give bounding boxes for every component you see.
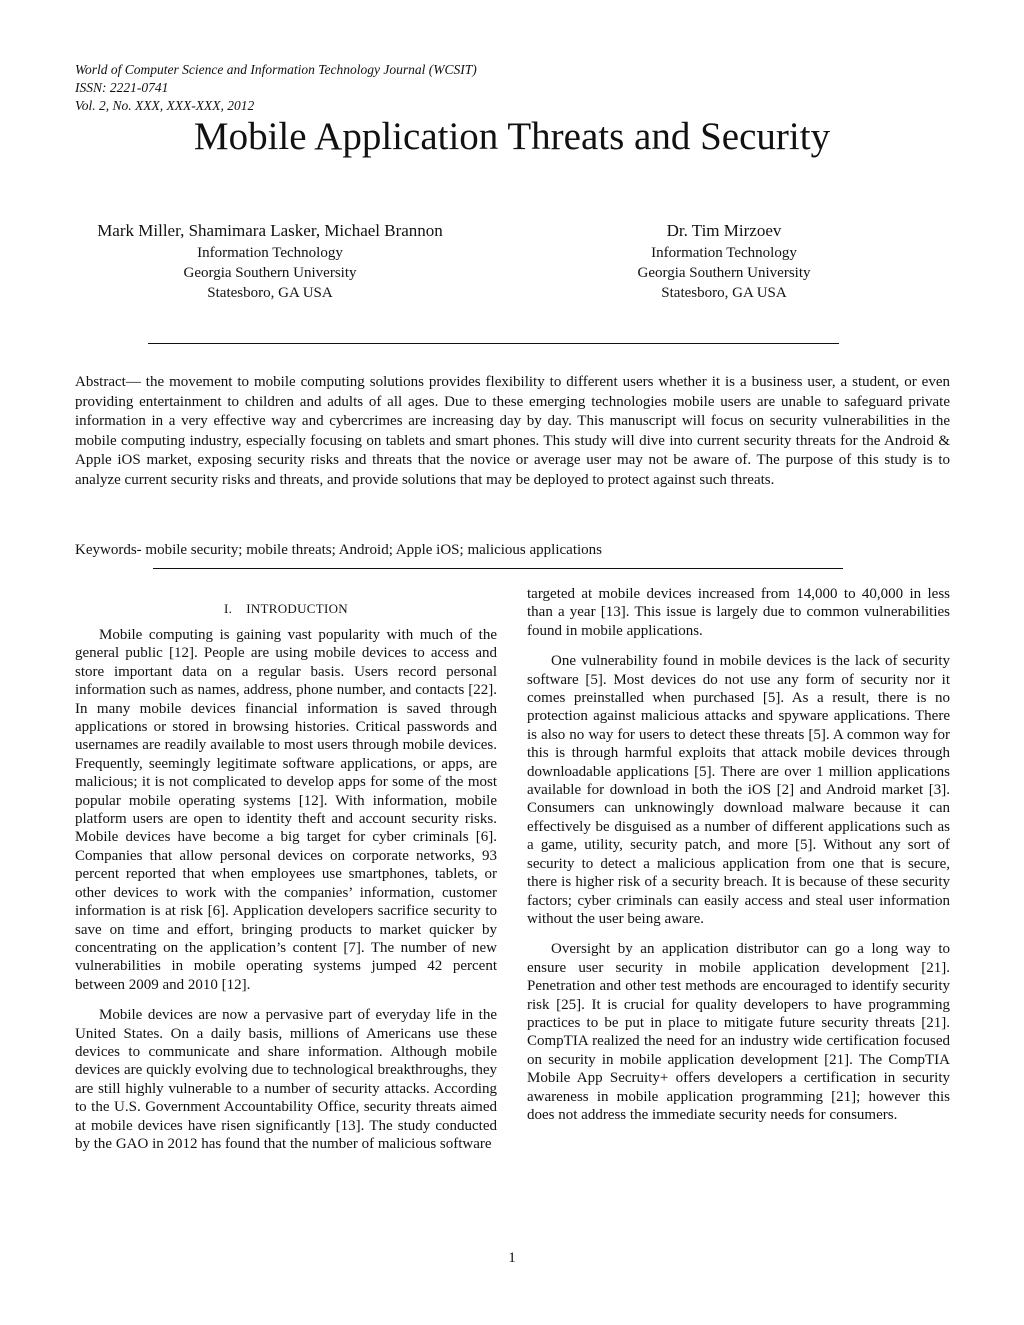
author-location-left: Statesboro, GA USA: [207, 285, 333, 301]
author-university-left: Georgia Southern University: [183, 265, 357, 281]
section-heading-introduction: [75, 600, 497, 618]
author-university-right: Georgia Southern University: [637, 265, 811, 281]
author-department-right: Information Technology: [651, 245, 797, 261]
section-title: INTRODUCTION: [246, 601, 348, 616]
journal-header: [75, 61, 477, 115]
abstract: Abstract— the movement to mobile computing solutions provides flexibility to different users whether it is a business user, a student, or even providing entertainment to children and adults of all ages. Due to these emerging technologies mobile users are unable to safeguard private information in a very effective way and cybercrimes are increasing day by day. This manuscript will focus on security vulnerabilities in the mobile computing industry, especially focusing on tablets and smart phones. This study will dive into current security threats for the Android & Apple iOS market, exposing security risks and threats that the novice or average user may not be aware of. The purpose of this study is to analyze current security risks and threats, and provide solutions that may be deployed to protect against such threats.: [75, 374, 950, 488]
author-department-left: Information Technology: [197, 245, 343, 261]
left-column: [75, 600, 497, 1165]
right-paragraph-3: Oversight by an application distributor can go a long way to ensure user security in mobile application development [21]. Penetration and other test methods are encouraged to identify security risk [25]. It is crucial for quality developers to have programming practices to be put in place to mitigate future security threats [21]. CompTIA realized the need for an industry wide certification focused on security in mobile application development [21]. The CompTIA Mobile App Secruity+ offers developers a certification in security awareness in mobile application programming [21]; however this does not address the immediate security needs for consumers.: [527, 941, 950, 1123]
author-block-left: [80, 220, 460, 303]
journal-issn: ISSN: 2221-0741: [75, 80, 169, 95]
left-paragraph-1: Mobile computing is gaining vast popularity with much of the general public [12]. People are using mobile devices to access and store important data on a regular basis. Users record personal information such as names, address, phone number, and contacts [22]. In many mobile devices financial information is saved through applications or stored in browsing histories. Critical passwords and usernames are readily available to most users through mobile devices. Frequently, seemingly legitimate software applications, or apps, are malicious; it is not complicated to develop apps for some of the most popular mobile operating systems [12]. With information, mobile platform users are open to identity theft and account security risks. Mobile devices have become a big target for cyber criminals [6]. Companies that allow personal devices on corporate networks, 93 percent reported that when employees use smartphones, tablets, or other devices to work with the companies’ information, customer information is at risk [6]. Application developers sacrifice security to save on time and effort, bringing products to market quicker by concentrating on the application’s content [7]. The number of new vulnerabilities in mobile operating systems jumped 42 percent between 2009 and 2010 [12].: [75, 627, 497, 993]
divider-top: [148, 343, 839, 344]
author-names-right: Dr. Tim Mirzoev: [666, 221, 782, 240]
divider-bottom: [153, 568, 843, 569]
journal-name: World of Computer Science and Information Technology Journal (WCSIT): [75, 62, 477, 77]
keywords: Keywords- mobile security; mobile threats; Android; Apple iOS; malicious applications: [75, 542, 602, 558]
left-paragraph-2: Mobile devices are now a pervasive part of everyday life in the United States. On a daily basis, millions of Americans use these devices to communicate and share information. Although mobile devices are quickly evolving due to technological breakthroughs, they are still highly vulnerable to a number of security attacks. According to the U.S. Government Accountability Office, security threats aimed at mobile devices have risen significantly [13]. The study conducted by the GAO in 2012 has found that the number of malicious software: [75, 1007, 497, 1152]
page-number: 1: [508, 1250, 516, 1266]
right-column: [527, 585, 950, 1136]
author-names-left: Mark Miller, Shamimara Lasker, Michael Brannon: [97, 221, 443, 240]
author-block-right: [604, 220, 844, 303]
right-paragraph-1: targeted at mobile devices increased from 14,000 to 40,000 in less than a year [13]. This issue is largely due to common vulnerabilities found in mobile applications.: [527, 586, 950, 639]
right-paragraph-2: One vulnerability found in mobile devices is the lack of security software [5]. Most devices do not use any form of security nor it comes preinstalled when purchased [5]. As a result, there is no protection against malicious attacks and spyware applications. There is also no way for users to detect these threats [5]. A common way for this is through harmful exploits that attack mobile devices through downloadable applications [5]. There are over 1 million applications available for download in both the iOS [2] and Android market [3]. Consumers can unknowingly download malware because it can effectively be disguised as a number of different applications such as a game, utility, security patch, and more [5]. Without any sort of security to detect a malicious application from one that is secure, there is higher risk of a security breach. It is because of these security factors; cyber criminals can easily access and steal user information without the user being aware.: [527, 653, 950, 927]
author-location-right: Statesboro, GA USA: [661, 285, 787, 301]
paper-title: Mobile Application Threats and Security: [193, 115, 831, 158]
journal-volume: Vol. 2, No. XXX, XXX-XXX, 2012: [75, 98, 255, 113]
section-number: I.: [224, 601, 233, 616]
